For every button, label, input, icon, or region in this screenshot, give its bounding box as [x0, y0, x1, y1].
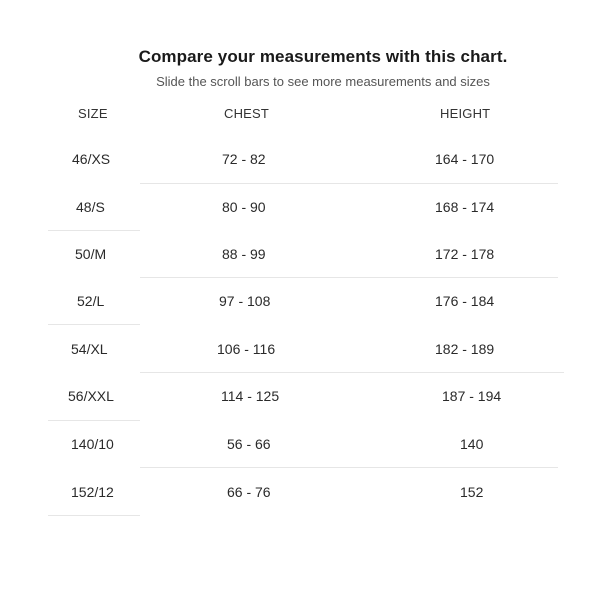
page-subtitle: Slide the scroll bars to see more measurements and sizes: [156, 74, 490, 89]
chest-cell: 66 - 76: [227, 484, 271, 500]
row-divider: [140, 183, 558, 184]
height-cell: 168 - 174: [435, 199, 495, 215]
chest-cell: 80 - 90: [222, 199, 266, 215]
row-divider: [48, 515, 140, 516]
chest-cell: 106 - 116: [217, 341, 276, 357]
size-cell: 54/XL: [71, 341, 108, 357]
height-cell: 176 - 184: [435, 293, 495, 309]
row-divider: [140, 467, 558, 468]
height-cell: 187 - 194: [442, 388, 502, 404]
height-cell: 140: [460, 436, 484, 452]
size-cell: 140/10: [71, 436, 114, 452]
size-cell: 48/S: [76, 199, 105, 215]
chest-cell: 56 - 66: [227, 436, 271, 452]
row-divider: [48, 230, 140, 231]
chest-column-header: CHEST: [224, 106, 270, 121]
height-cell: 152: [460, 484, 484, 500]
row-divider: [140, 277, 558, 278]
row-divider: [48, 324, 140, 325]
size-cell: 52/L: [77, 293, 105, 309]
chest-cell: 72 - 82: [222, 151, 266, 167]
size-cell: 152/12: [71, 484, 114, 500]
size-cell: 46/XS: [72, 151, 111, 167]
size-cell: 56/XXL: [68, 388, 114, 404]
row-divider: [48, 420, 140, 421]
height-column-header: HEIGHT: [440, 106, 491, 121]
size-column-header: SIZE: [78, 106, 108, 121]
chest-cell: 88 - 99: [222, 246, 266, 262]
height-cell: 172 - 178: [435, 246, 495, 262]
chest-cell: 114 - 125: [221, 388, 280, 404]
size-cell: 50/M: [75, 246, 107, 262]
chest-cell: 97 - 108: [219, 293, 271, 309]
page-title: Compare your measurements with this chart.: [138, 47, 508, 66]
height-cell: 164 - 170: [435, 151, 495, 167]
height-cell: 182 - 189: [435, 341, 495, 357]
row-divider: [140, 372, 564, 373]
